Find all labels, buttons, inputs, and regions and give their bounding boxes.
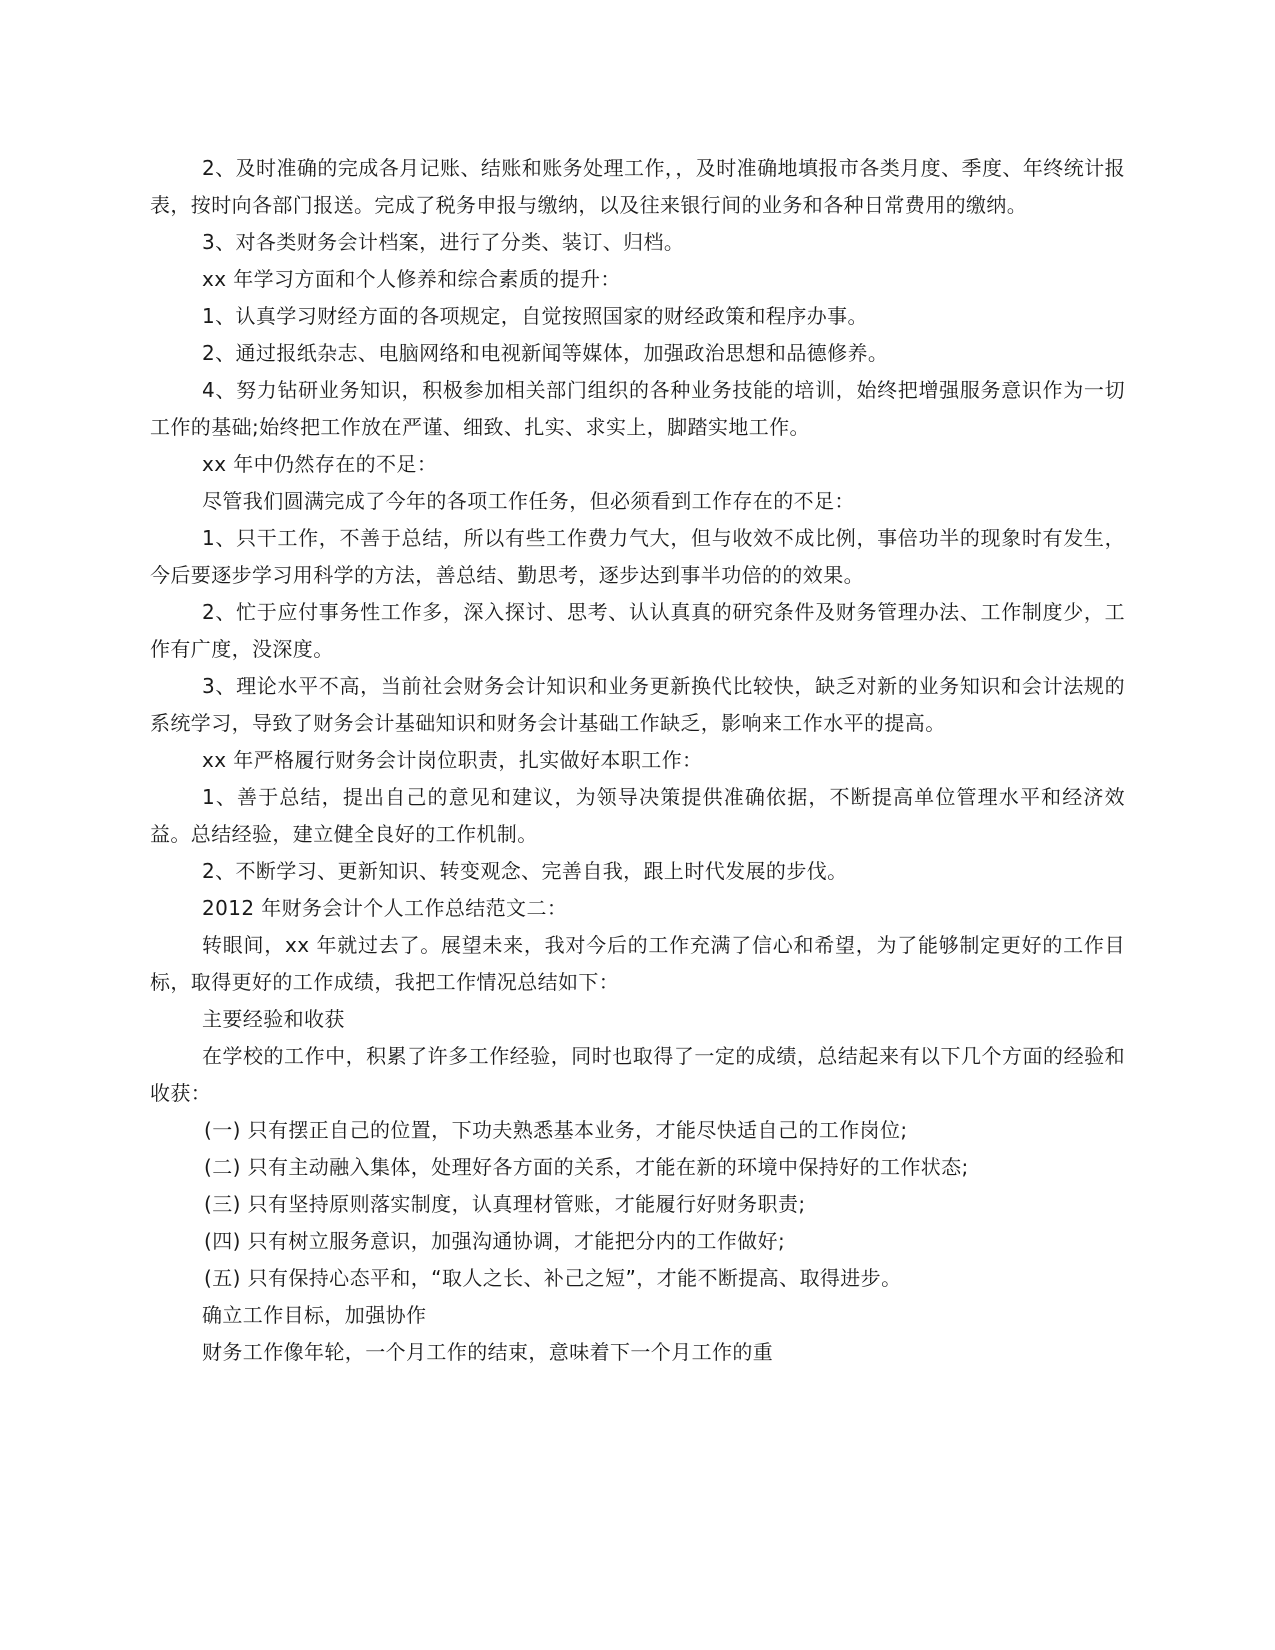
paragraph: 尽管我们圆满完成了今年的各项工作任务，但必须看到工作存在的不足： xyxy=(202,489,855,513)
paragraph: 2、及时准确的完成各月记账、结账和账务处理工作，，及时准确地填报市各类月度、季度、年终统计报表，按时向各部门报送。完成了税务申报与缴纳，以及往来银行间的业务和各种日常费用的缴纳。 xyxy=(150,156,1125,217)
paragraph: 在学校的工作中，积累了许多工作经验，同时也取得了一定的成绩，总结起来有以下几个方面的经验和收获： xyxy=(150,1044,1125,1105)
section-heading: 主要经验和收获 xyxy=(202,1007,345,1031)
document-subtitle: 2012 年财务会计个人工作总结范文二： xyxy=(202,896,568,920)
paragraph: 1、认真学习财经方面的各项规定，自觉按照国家的财经政策和程序办事。 xyxy=(202,304,868,328)
paragraph: 转眼间，xx 年就过去了。展望未来，我对今后的工作充满了信心和希望，为了能够制定更好的工作目标，取得更好的工作成绩，我把工作情况总结如下： xyxy=(150,933,1125,994)
paragraph: 1、只干工作，不善于总结，所以有些工作费力气大，但与收效不成比例，事倍功半的现象时有发生，今后要逐步学习用科学的方法，善总结、勤思考，逐步达到事半功倍的的效果。 xyxy=(150,526,1125,587)
paragraph: 2、通过报纸杂志、电脑网络和电视新闻等媒体，加强政治思想和品德修养。 xyxy=(202,341,889,365)
section-heading: xx 年中仍然存在的不足： xyxy=(202,452,438,476)
section-heading: xx 年学习方面和个人修养和综合素质的提升： xyxy=(202,267,621,291)
list-item: (一) 只有摆正自己的位置，下功夫熟悉基本业务，才能尽快适自己的工作岗位; xyxy=(204,1118,908,1142)
paragraph: 4、努力钻研业务知识，积极参加相关部门组织的各种业务技能的培训，始终把增强服务意识作为一切工作的基础;始终把工作放在严谨、细致、扎实、求实上，脚踏实地工作。 xyxy=(150,378,1125,439)
section-heading: xx 年严格履行财务会计岗位职责，扎实做好本职工作： xyxy=(202,748,703,772)
paragraph: 3、理论水平不高，当前社会财务会计知识和业务更新换代比较快，缺乏对新的业务知识和会计法规的系统学习，导致了财务会计基础知识和财务会计基础工作缺乏，影响来工作水平的提高。 xyxy=(150,674,1125,735)
list-item: (二) 只有主动融入集体，处理好各方面的关系，才能在新的环境中保持好的工作状态; xyxy=(204,1155,969,1179)
list-item: (五) 只有保持心态平和，“取人之长、补己之短”，才能不断提高、取得进步。 xyxy=(204,1266,902,1290)
paragraph: 3、对各类财务会计档案，进行了分类、装订、归档。 xyxy=(202,230,685,254)
document-body xyxy=(150,150,1125,1371)
paragraph: 1、善于总结，提出自己的意见和建议，为领导决策提供准确依据，不断提高单位管理水平和经济效益。总结经验，建立健全良好的工作机制。 xyxy=(150,785,1125,846)
section-heading: 确立工作目标，加强协作 xyxy=(202,1303,427,1327)
paragraph: 2、不断学习、更新知识、转变观念、完善自我，跟上时代发展的步伐。 xyxy=(202,859,848,883)
list-item: (四) 只有树立服务意识，加强沟通协调，才能把分内的工作做好; xyxy=(204,1229,786,1253)
paragraph: 2、忙于应付事务性工作多，深入探讨、思考、认认真真的研究条件及财务管理办法、工作制度少，工作有广度，没深度。 xyxy=(150,600,1125,661)
list-item: (三) 只有坚持原则落实制度，认真理材管账，才能履行好财务职责; xyxy=(204,1192,806,1216)
paragraph: 财务工作像年轮，一个月工作的结束，意味着下一个月工作的重 xyxy=(202,1340,774,1364)
